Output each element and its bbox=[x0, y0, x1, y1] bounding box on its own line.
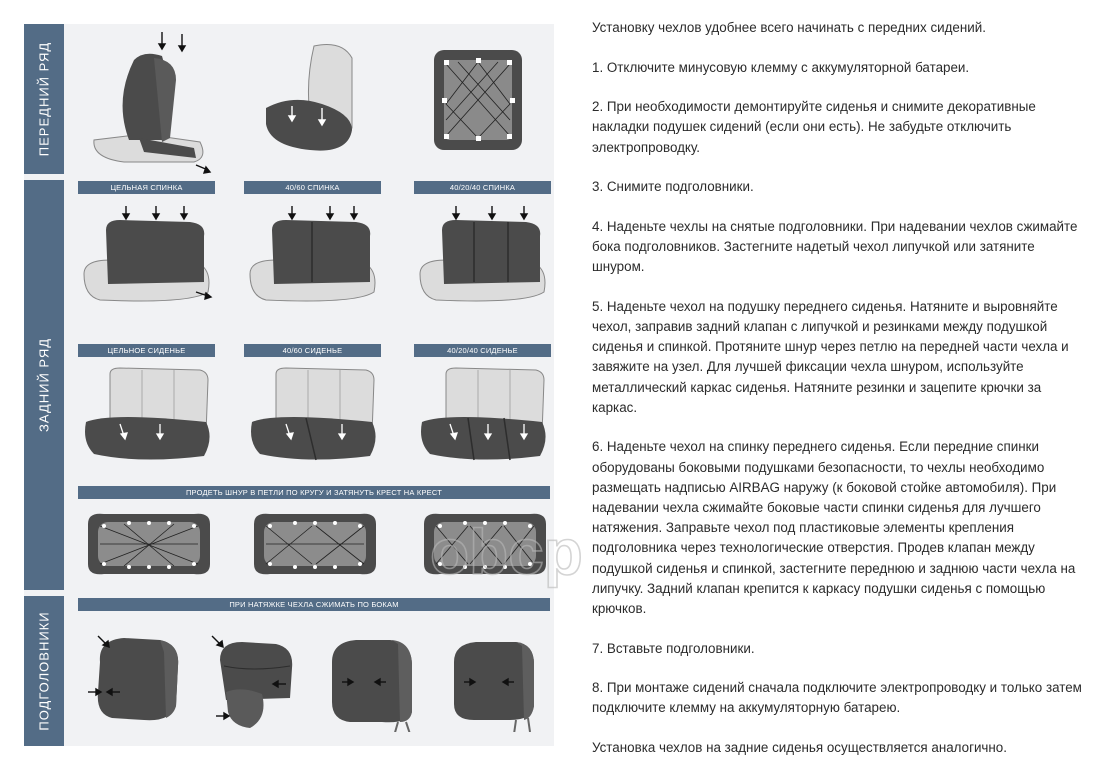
headrest-cover-step-4-illustration bbox=[440, 622, 550, 732]
caption-rear-seat-402040: 40/20/40 СИДЕНЬЕ bbox=[414, 344, 551, 357]
instruction-intro: Установку чехлов удобнее всего начинать с передних сидений. bbox=[592, 20, 986, 35]
caption-lacing: ПРОДЕТЬ ШНУР В ПЕТЛИ ПО КРУГУ И ЗАТЯНУТЬ КРЕСТ НА КРЕСТ bbox=[78, 486, 550, 499]
caption-rear-back-4060: 40/60 СПИНКА bbox=[244, 181, 381, 194]
section-tab-rear bbox=[24, 180, 64, 590]
rear-seat-402040-illustration bbox=[416, 364, 552, 468]
front-seat-frame-lacing-illustration bbox=[428, 44, 528, 156]
section-tab-headrests-label: ПОДГОЛОВНИКИ bbox=[36, 611, 52, 731]
headrest-cover-step-3-illustration bbox=[320, 622, 430, 732]
headrest-cover-step-1-illustration bbox=[84, 622, 194, 732]
lacing-solid-illustration bbox=[84, 508, 214, 580]
rear-seat-4060-illustration bbox=[246, 364, 382, 468]
watermark-logo bbox=[430, 520, 620, 590]
rear-back-4060-illustration bbox=[246, 200, 382, 312]
instruction-step-3: 3. Снимите подголовники. bbox=[592, 179, 754, 195]
instruction-step-8: 8. При монтаже сидений сначала подключите электропроводку и только затем подключите клемму на аккумуляторную батарею. bbox=[592, 680, 1082, 716]
instruction-step-2: 2. При необходимости демонтируйте сиденья и снимите декоративные накладки подушек сидений (если они есть). Не забудьте отключить электропроводку. bbox=[592, 99, 1036, 155]
caption-rear-back-402040: 40/20/40 СПИНКА bbox=[414, 181, 551, 194]
section-tab-headrests bbox=[24, 596, 64, 746]
instructions-text bbox=[592, 18, 1084, 778]
instruction-step-1: 1. Отключите минусовую клемму с аккумуляторной батареи. bbox=[592, 59, 970, 75]
caption-headrest-squeeze: ПРИ НАТЯЖКЕ ЧЕХЛА СЖИМАТЬ ПО БОКАМ bbox=[78, 598, 550, 611]
watermark-text: obcp bbox=[430, 520, 583, 588]
instruction-outro: Установка чехлов на задние сиденья осуществляется аналогично. bbox=[592, 740, 1007, 755]
front-seat-backrest-cover-illustration bbox=[84, 30, 214, 180]
instruction-step-7: 7. Вставьте подголовники. bbox=[592, 640, 755, 656]
section-tab-rear-label: ЗАДНИЙ РЯД bbox=[36, 337, 52, 433]
caption-rear-seat-solid: ЦЕЛЬНОЕ СИДЕНЬЕ bbox=[78, 344, 215, 357]
rear-seat-solid-illustration bbox=[80, 364, 216, 468]
instruction-step-6: 6. Наденьте чехол на спинку переднего сиденья. Если передние спинки оборудованы боковыми подушками безопасности, то чехлы необходимо размещать надписью AIRBAG наружу (к боковой стойке автомобиля). При надевании чехла сжимайте боковые части спинки сиденья для лучшего натяжения. Заправьте чехол под пластиковые элементы крепления подголовника через технологические отверстия. Продев клапан между подушкой сиденья и спинкой, застегните переднюю и заднюю части чехла на липучку. Задний клапан крепится к каркасу подушки сиденья с помощью крючков. bbox=[592, 439, 1076, 617]
caption-rear-seat-4060: 40/60 СИДЕНЬЕ bbox=[244, 344, 381, 357]
section-tab-front bbox=[24, 24, 64, 174]
instruction-step-4: 4. Наденьте чехлы на снятые подголовники. При надевании чехлов сжимайте бока подголовников. Застегните надетый чехол липучкой или затяните шнуром. bbox=[592, 218, 1078, 275]
front-seat-cushion-cover-illustration bbox=[252, 38, 382, 168]
caption-rear-back-solid: ЦЕЛЬНАЯ СПИНКА bbox=[78, 181, 215, 194]
rear-back-402040-illustration bbox=[416, 200, 552, 312]
rear-back-solid-illustration bbox=[80, 200, 216, 312]
lacing-4060-illustration bbox=[250, 508, 380, 580]
section-tab-front-label: ПЕРЕДНИЙ РЯД bbox=[36, 41, 52, 157]
illustration-panel bbox=[24, 24, 554, 746]
headrest-cover-step-2-illustration bbox=[202, 622, 312, 732]
instruction-step-5: 5. Наденьте чехол на подушку переднего сиденья. Натяните и выровняйте чехол, заправив задний клапан с липучкой и резинками между подушкой сиденья и спинкой. Протяните шнур через петлю на передней части чехла и завяжите на узел. Для лучшей фиксации чехла шнуром, используйте металлический каркас сиденья. Натяните резинки и зацепите крючки за каркас. bbox=[592, 298, 1069, 415]
